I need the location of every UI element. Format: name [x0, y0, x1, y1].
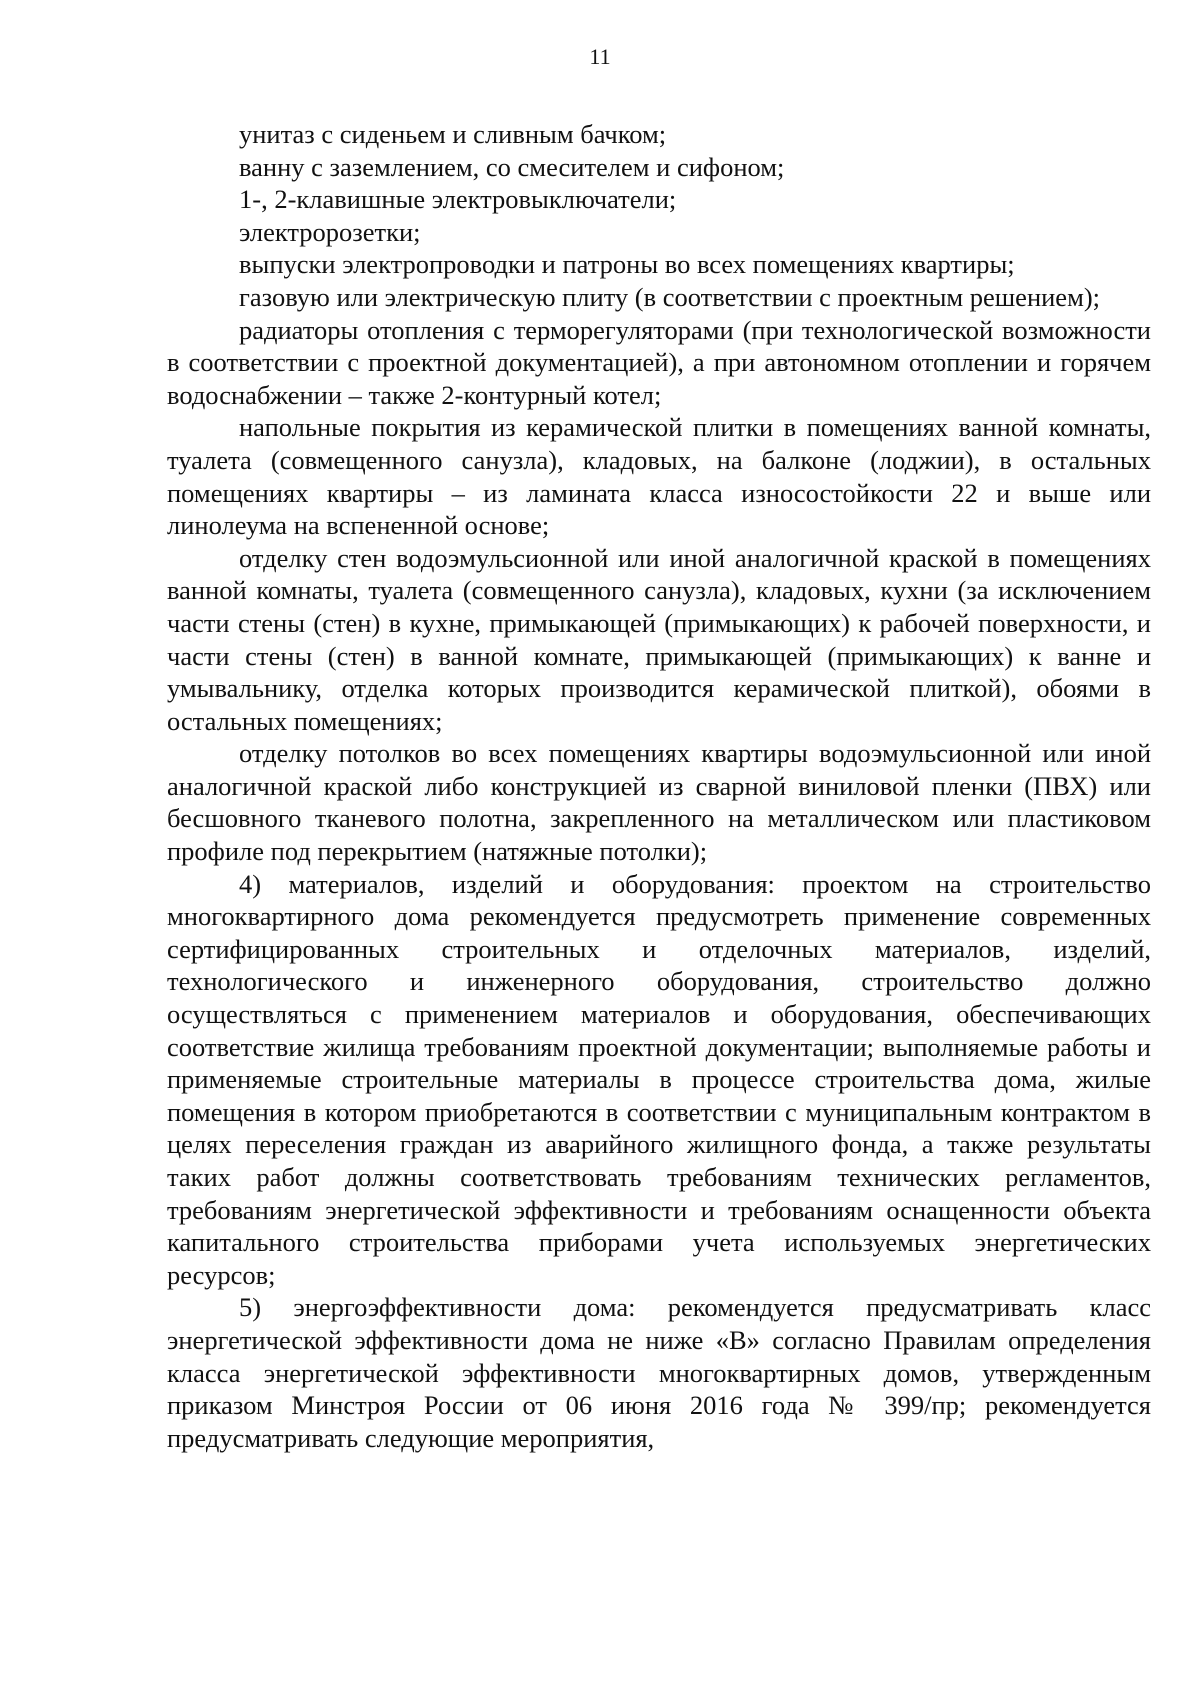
paragraph-materials: 4) материалов, изделий и оборудования: проектом на строительство многоквартирного дома рекомендуется предусмотреть применение современных сертифицированных строительных и отделочных материалов, изделий, технологического и инженерного оборудования, строительство должно осуществляться с применением материалов и оборудования, обеспечивающих соответствие жилища требованиям проектной документации; выполняемые работы и применяемые строительные материалы в процессе строительства дома, жилые помещения в котором приобретаются в соответствии с муниципальным контрактом в целях переселения граждан из аварийного жилищного фонда, а также результаты таких работ должны соответствовать требованиям технических регламентов, требованиям энергетической эффективности и требованиям оснащенности объекта капитального строительства приборами учета используемых энергетических ресурсов;	[167, 868, 1151, 1290]
paragraph-ceiling-finishing: отделку потолков во всех помещениях квартиры водоэмульсионной или иной аналогичной краской либо конструкцией из сварной виниловой пленки (ПВХ) или бесшовного тканевого полотна, закрепленного на металлическом или пластиковом профиле под перекрытием (натяжные потолки);	[167, 738, 1151, 867]
paragraph-sockets: электророзетки;	[239, 216, 421, 247]
paragraph-wall-finishing: отделку стен водоэмульсионной или иной аналогичной краской в помещениях ванной комнаты, туалета (совмещенного санузла), кладовых, кухни (за исключением части стены (стен) в кухне, примыкающей (примыкающих) к рабочей поверхности, и части стены (стен) в ванной комнате, примыкающей (примыкающих) к ванне и умывальнику, отделка которых производится керамической плиткой), обоями в остальных помещениях;	[167, 542, 1151, 736]
paragraph-toilet: унитаз с сиденьем и сливным бачком;	[239, 119, 667, 149]
paragraph-wiring: выпуски электропроводки и патроны во всех помещениях квартиры;	[239, 249, 1015, 280]
document-body	[167, 118, 1151, 1454]
paragraph-energy-efficiency: 5) энергоэффективности дома: рекомендуется предусматривать класс энергетической эффективности дома не ниже «В» согласно Правилам определения класса энергетической эффективности многоквартирных домов, утвержденным приказом Минстроя России от 06 июня 2016 года № 399/пр; рекомендуется предусматривать следующие мероприятия,	[167, 1292, 1151, 1453]
paragraph-floor-coverings: напольные покрытия из керамической плитки в помещениях ванной комнаты, туалета (совмещенного санузла), кладовых, на балконе (лоджии), в остальных помещениях квартиры – из ламината класса износостойкости 22 и выше или линолеума на вспененной основе;	[167, 412, 1151, 541]
paragraph-switches: 1-, 2-клавишные электровыключатели;	[239, 184, 677, 215]
paragraph-stove: газовую или электрическую плиту (в соответствии с проектным решением);	[239, 281, 1101, 312]
paragraph-radiators: радиаторы отопления с терморегуляторами (при технологической возможности в соответствии с проектной документацией), а при автономном отоплении и горячем водоснабжении – также 2-контурный котел;	[167, 314, 1151, 410]
page-number: 11	[589, 44, 611, 69]
paragraph-bathtub: ванну с заземлением, со смесителем и сифоном;	[239, 151, 785, 182]
